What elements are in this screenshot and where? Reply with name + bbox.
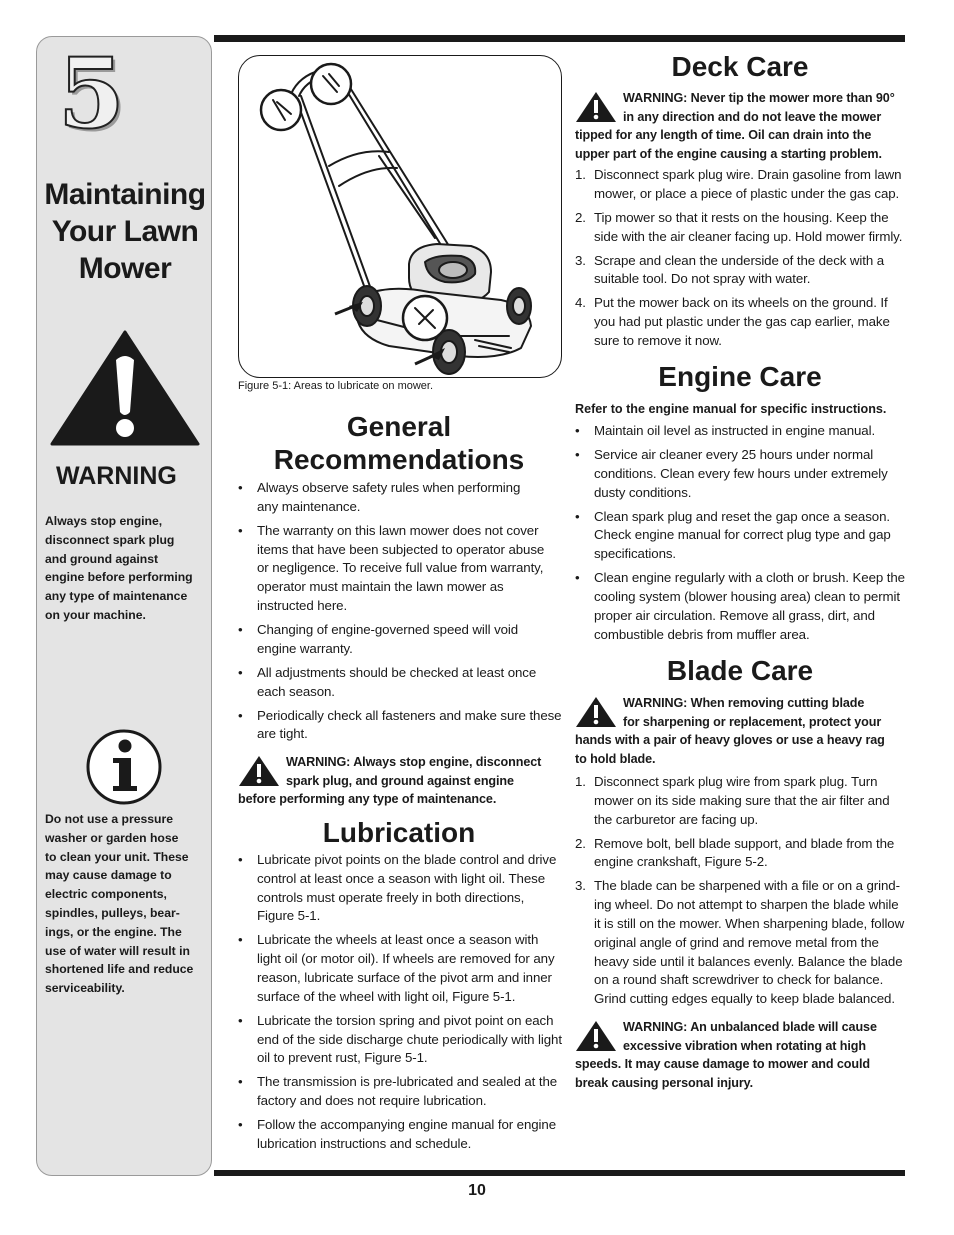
list-marker: • [238, 707, 243, 723]
text-line: any type of maintenance [45, 589, 188, 604]
text-line: Service air cleaner every 25 hours under normal [594, 446, 874, 462]
list-marker: • [238, 1117, 243, 1133]
list-marker: 2. [575, 209, 586, 225]
text-line: operator must maintain the lawn mower as [257, 579, 504, 595]
text-line: on your machine. [45, 607, 146, 622]
warning-heading: WARNING [56, 462, 177, 490]
text-line: surface of the wheel with light oil, Figure 5-1. [257, 988, 516, 1004]
deck-item [575, 209, 909, 247]
lubrication-item [238, 851, 564, 926]
list-marker: • [238, 480, 243, 495]
heading-line: General [346, 411, 452, 442]
text-line: Disconnect spark plug wire. Drain gasoline from lawn [594, 167, 902, 182]
general-item [238, 664, 564, 702]
text-line: cooling system (blower housing area) clean to permit [594, 588, 900, 604]
text-line: you had put plastic under the gas cap earlier, make [594, 314, 890, 330]
text-line: Remove bolt, bell blade support, and blade from the [594, 835, 895, 851]
lubrication-list [238, 851, 564, 1159]
text-line: spark plug, and ground against engine [286, 773, 514, 788]
blade-balance-warning [575, 1018, 907, 1093]
text-line: Grind cutting edges equally to keep blade balanced. [594, 991, 895, 1007]
text-line: or negligence. To receive full value from warranty, [257, 560, 544, 576]
text-line: Lubricate the wheels at least once a season with [257, 932, 539, 948]
text-line: Clean spark plug and reset the gap once a season. [594, 508, 890, 524]
deck-item [575, 166, 909, 204]
deck-item [575, 252, 909, 290]
text-line: Always observe safety rules when performing [257, 480, 521, 495]
deck-steps [575, 166, 909, 356]
page-number: 10 [468, 1182, 486, 1199]
text-line: side with the air cleaner facing up. Hold mower firmly. [594, 228, 903, 244]
text-line: break causing personal injury. [575, 1076, 754, 1091]
text-line: mower, or place a piece of plastic under the gas cap. [594, 185, 900, 201]
warning-triangle-icon [575, 1020, 617, 1052]
blade-item [575, 773, 909, 829]
deck-item [575, 294, 909, 350]
list-marker: • [238, 1074, 243, 1090]
list-marker: • [238, 1012, 243, 1028]
list-marker: • [238, 621, 243, 637]
warning-triangle-icon [238, 755, 280, 787]
text-line: Follow the accompanying engine manual for engine [257, 1117, 557, 1133]
text-line: Always stop engine, [45, 514, 163, 528]
list-marker: • [575, 446, 580, 462]
chapter-number: 5 [58, 37, 125, 150]
text-line: mower on its side making sure that the air filter and [594, 792, 890, 808]
text-line: light oil (or motor oil). If wheels are removed for any [257, 951, 555, 967]
general-item [238, 522, 564, 616]
warning-text [45, 512, 207, 625]
list-marker: • [575, 570, 580, 586]
warning-triangle-icon [575, 91, 617, 123]
text-line: Clean engine regularly with a cloth or brush. Keep the [594, 570, 905, 586]
blade-item [575, 877, 909, 1009]
engine-item [575, 508, 909, 564]
list-marker: • [238, 664, 243, 680]
figure-caption: Figure 5-1: Areas to lubricate on mower. [238, 380, 434, 392]
text-line: are tight. [257, 726, 308, 742]
text-line: The warranty on this lawn mower does not cover [257, 522, 539, 538]
general-item [238, 707, 564, 745]
text-line: ings, or the engine. The [45, 924, 182, 939]
text-line: control at least once a season with light oil. These [257, 870, 545, 886]
chapter-title-line: Maintaining [44, 178, 206, 211]
figure-5-1 [238, 55, 562, 378]
text-line: ing wheel. Do not attempt to sharpen the blade while [594, 897, 899, 913]
text-line: Maintain oil level as instructed in engine manual. [594, 423, 876, 438]
lubrication-heading: Lubrication [322, 817, 476, 848]
blade-steps [575, 773, 909, 1014]
text-line: to hold blade. [575, 752, 656, 767]
list-marker: • [238, 852, 243, 867]
lubrication-item [238, 1073, 564, 1111]
text-line: items that have been subjected to operator abuse [257, 541, 545, 557]
text-line: specifications. [594, 546, 677, 562]
general-recommendations-heading [238, 410, 560, 476]
text-line: engine crankshaft, Figure 5-2. [594, 854, 768, 870]
text-line: may cause damage to [45, 868, 172, 883]
text-line: WARNING: An unbalanced blade will cause [623, 1020, 877, 1034]
text-line: lubrication instructions and schedule. [257, 1135, 472, 1151]
text-line: speeds. It may cause damage to mower and could [575, 1057, 870, 1072]
general-item [238, 621, 564, 659]
bottom-rule [214, 1170, 905, 1176]
general-item [238, 479, 564, 517]
text-line: original angle of grind and remove metal from the [594, 934, 879, 950]
list-marker: 3. [575, 252, 586, 268]
text-line: sure to remove it now. [594, 332, 722, 348]
text-line: Lubricate pivot points on the blade control and drive [257, 852, 557, 867]
blade-warning [575, 694, 907, 769]
lubrication-item [238, 1012, 564, 1068]
list-marker: 4. [575, 295, 586, 311]
text-line: Periodically check all fasteners and make sure these [257, 707, 562, 723]
engine-list [575, 422, 909, 650]
text-line: excessive vibration when rotating at high [623, 1038, 866, 1053]
text-line: Lubricate the torsion spring and pivot point on each [257, 1012, 554, 1028]
general-list [238, 479, 564, 749]
text-line: The blade can be sharpened with a file or on a grind- [594, 878, 900, 894]
deck-care-heading: Deck Care [671, 51, 809, 82]
top-rule [214, 35, 905, 42]
lawn-mower-illustration [239, 56, 561, 377]
text-line: reason, lubricate surface of the pivot arm and inner [257, 969, 552, 985]
text-line: Figure 5-1. [257, 908, 321, 924]
engine-lead: Refer to the engine manual for specific instructions. [575, 402, 887, 416]
text-line: WARNING: Always stop engine, disconnect [286, 755, 542, 769]
text-line: tipped for any length of time. Oil can drain into the [575, 128, 872, 143]
text-line: suitable tool. Do not spray with water. [594, 271, 811, 287]
text-line: WARNING: When removing cutting blade [623, 696, 865, 710]
text-line: end of the side discharge chute periodically with light [257, 1031, 562, 1047]
text-line: All adjustments should be checked at least once [257, 664, 537, 680]
info-text [45, 810, 207, 998]
text-line: Put the mower back on its wheels on the ground. If [594, 295, 888, 311]
text-line: and ground against [45, 551, 159, 566]
list-marker: • [575, 508, 580, 524]
text-line: heavy side until it balances evenly. Balance the blade [594, 953, 903, 969]
blade-care-heading: Blade Care [666, 655, 814, 686]
list-marker: • [238, 522, 243, 538]
text-line: WARNING: Never tip the mower more than 90° [623, 91, 895, 105]
engine-item [575, 446, 909, 502]
text-line: spindles, pulleys, bear- [45, 905, 180, 920]
text-line: upper part of the engine causing a starting problem. [575, 147, 882, 162]
text-line: dusty conditions. [594, 484, 692, 500]
text-line: Tip mower so that it rests on the housing. Keep the [594, 209, 889, 225]
list-marker: 1. [575, 774, 586, 789]
text-line: for sharpening or replacement, protect your [623, 714, 882, 729]
text-line: factory and does not require lubrication. [257, 1093, 487, 1109]
text-line: in any direction and do not leave the mower [623, 109, 882, 124]
general-warning [238, 753, 560, 809]
text-line: the carburetor are facing up. [594, 811, 759, 827]
text-line: controls must operate freely in both directions, [257, 889, 525, 905]
text-line: use of water will result in [45, 943, 190, 958]
text-line: serviceability. [45, 981, 125, 996]
text-line: engine warranty. [257, 640, 353, 656]
text-line: electric components, [45, 887, 167, 902]
engine-item [575, 422, 909, 441]
text-line: each season. [257, 683, 335, 699]
chapter-title [38, 176, 212, 287]
text-line: hands with a pair of heavy gloves or use a heavy rag [575, 733, 885, 748]
text-line: Disconnect spark plug wire from spark plug. Turn [594, 774, 878, 789]
chapter-title-line: Mower [78, 252, 172, 285]
engine-care-heading: Engine Care [658, 361, 822, 392]
warning-triangle-icon [575, 696, 617, 728]
text-line: Do not use a pressure [45, 812, 174, 826]
chapter-title-line: Your Lawn [51, 215, 199, 248]
text-line: The transmission is pre-lubricated and sealed at the [257, 1074, 558, 1090]
text-line: it is still on the mower. When sharpening blade, follow [594, 915, 905, 931]
list-marker: 2. [575, 835, 586, 851]
text-line: to clean your unit. These [45, 849, 189, 864]
lubrication-item [238, 931, 564, 1006]
deck-warning [575, 89, 907, 164]
text-line: proper air circulation. Remove all grass, dirt, and [594, 607, 875, 623]
text-line: Changing of engine-governed speed will void [257, 621, 519, 637]
text-line: instructed here. [257, 597, 348, 613]
text-line: conditions. Clean every few hours under extremely [594, 465, 888, 481]
text-line: shortened life and reduce [45, 962, 194, 977]
list-marker: 3. [575, 878, 586, 894]
lubrication-item [238, 1116, 564, 1154]
text-line: engine before performing [45, 570, 193, 585]
engine-item [575, 569, 909, 644]
text-line: before performing any type of maintenance. [238, 792, 497, 807]
blade-item [575, 835, 909, 873]
list-marker: 1. [575, 167, 586, 182]
text-line: Scrape and clean the underside of the deck with a [594, 252, 885, 268]
info-icon [85, 728, 163, 806]
text-line: disconnect spark plug [45, 532, 175, 547]
list-marker: • [238, 932, 243, 948]
text-line: any maintenance. [257, 498, 361, 514]
heading-line: Recommendations [273, 444, 525, 475]
text-line: combustible debris from muffler area. [594, 626, 810, 642]
text-line: Check engine manual for correct plug type and gap [594, 527, 891, 543]
text-line: washer or garden hose [45, 830, 179, 845]
warning-triangle-icon [50, 330, 200, 446]
list-marker: • [575, 423, 580, 438]
text-line: on a round shaft screwdriver to check for balance. [594, 972, 884, 988]
text-line: oil to prevent rust, Figure 5-1. [257, 1050, 428, 1066]
